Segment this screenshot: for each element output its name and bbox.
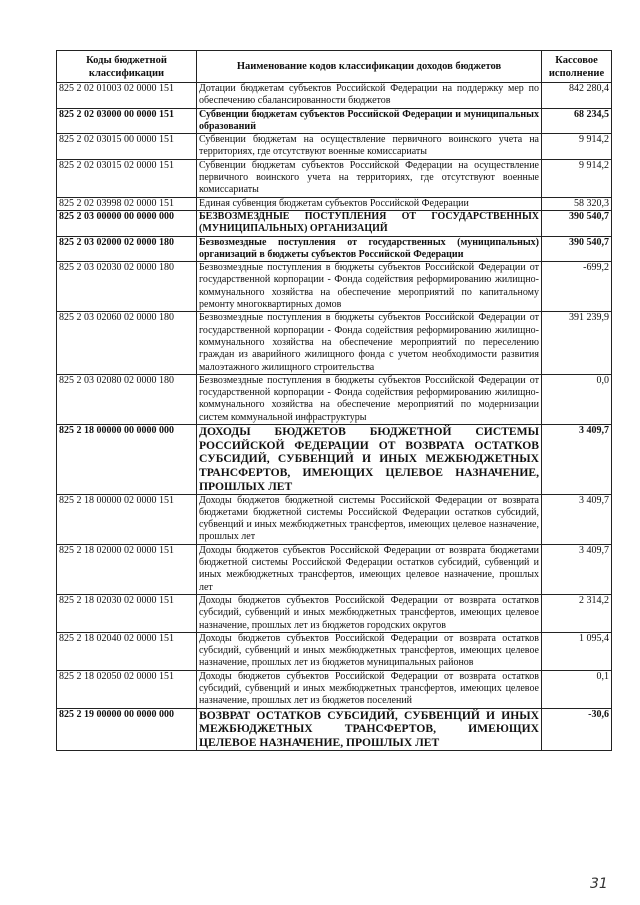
sum-cell: 68 234,5 (542, 108, 612, 134)
code-cell: 825 2 02 01003 02 0000 151 (57, 83, 197, 109)
table-row (57, 210, 612, 236)
name-cell: Субвенции бюджетам на осуществление первичного воинского учета на территориях, где отсутствуют военные комиссариаты (197, 134, 542, 160)
code-cell: 825 2 03 02080 02 0000 180 (57, 374, 197, 424)
code-cell: 825 2 18 02030 02 0000 151 (57, 594, 197, 632)
name-cell: Субвенции бюджетам субъектов Российской Федерации и муниципальных образований (197, 108, 542, 134)
name-cell: БЕЗВОЗМЕЗДНЫЕ ПОСТУПЛЕНИЯ ОТ ГОСУДАРСТВЕННЫХ (МУНИЦИПАЛЬНЫХ) ОРГАНИЗАЦИЙ (197, 210, 542, 236)
table-row (57, 312, 612, 374)
table-row (57, 494, 612, 544)
table-body (57, 83, 612, 751)
sum-cell: 391 239,9 (542, 312, 612, 374)
table-row (57, 632, 612, 670)
page-number: 31 (590, 876, 608, 892)
table-row (57, 134, 612, 160)
code-cell: 825 2 02 03015 02 0000 151 (57, 159, 197, 197)
sum-cell: 390 540,7 (542, 210, 612, 236)
sum-cell: 3 409,7 (542, 544, 612, 594)
name-cell: Дотации бюджетам субъектов Российской Федерации на поддержку мер по обеспечению сбалансированности бюджетов (197, 83, 542, 109)
table-row (57, 159, 612, 197)
name-cell: Доходы бюджетов субъектов Российской Федерации от возврата остатков субсидий, субвенций и иных межбюджетных трансфертов, имеющих целевое назначение, прошлых лет из бюджетов муниципальных районов (197, 632, 542, 670)
name-cell: Безвозмездные поступления в бюджеты субъектов Российской Федерации от государственной корпорации - Фонда содействия реформированию жилищно-коммунального хозяйства на обеспечение мероприятий по переселению граждан из аварийного жилищного фонда с учетом необходимости развития малоэтажного жилищного строительства (197, 312, 542, 374)
table-row (57, 374, 612, 424)
name-cell: Доходы бюджетов субъектов Российской Федерации от возврата остатков субсидий, субвенций и иных межбюджетных трансфертов, имеющих целевое назначение, прошлых лет из бюджетов городских округов (197, 594, 542, 632)
sum-cell: 3 409,7 (542, 425, 612, 495)
code-cell: 825 2 18 02040 02 0000 151 (57, 632, 197, 670)
table-row (57, 262, 612, 312)
name-cell: Субвенции бюджетам субъектов Российской Федерации на осуществление первичного воинского учета на территориях, где отсутствуют военные комиссариаты (197, 159, 542, 197)
table-row (57, 670, 612, 708)
sum-cell: 0,0 (542, 374, 612, 424)
budget-revenue-table (56, 50, 612, 751)
code-cell: 825 2 02 03000 00 0000 151 (57, 108, 197, 134)
sum-cell: 3 409,7 (542, 494, 612, 544)
table-row (57, 236, 612, 262)
header-code: Коды бюджетной классификации (57, 51, 197, 83)
header-sum: Кассовое исполнение (542, 51, 612, 83)
table-row (57, 594, 612, 632)
sum-cell: -699,2 (542, 262, 612, 312)
name-cell: Доходы бюджетов субъектов Российской Федерации от возврата бюджетами бюджетной системы Российской Федерации остатков субсидий, субвенций и иных межбюджетных трансфертов, имеющих целевое назначение, прошлых лет (197, 544, 542, 594)
table-header-row (57, 51, 612, 83)
name-cell: ВОЗВРАТ ОСТАТКОВ СУБСИДИЙ, СУБВЕНЦИЙ И ИНЫХ МЕЖБЮДЖЕТНЫХ ТРАНСФЕРТОВ, ИМЕЮЩИХ ЦЕЛЕВОЕ НАЗНАЧЕНИЕ, ПРОШЛЫХ ЛЕТ (197, 708, 542, 750)
sum-cell: 9 914,2 (542, 159, 612, 197)
code-cell: 825 2 03 00000 00 0000 000 (57, 210, 197, 236)
code-cell: 825 2 18 00000 02 0000 151 (57, 494, 197, 544)
sum-cell: 9 914,2 (542, 134, 612, 160)
code-cell: 825 2 18 02000 02 0000 151 (57, 544, 197, 594)
code-cell: 825 2 02 03998 02 0000 151 (57, 197, 197, 210)
code-cell: 825 2 03 02000 02 0000 180 (57, 236, 197, 262)
sum-cell: 0,1 (542, 670, 612, 708)
sum-cell: 58 320,3 (542, 197, 612, 210)
sum-cell: 1 095,4 (542, 632, 612, 670)
name-cell: ДОХОДЫ БЮДЖЕТОВ БЮДЖЕТНОЙ СИСТЕМЫ РОССИЙСКОЙ ФЕДЕРАЦИИ ОТ ВОЗВРАТА ОСТАТКОВ СУБСИДИЙ, СУБВЕНЦИЙ И ИНЫХ МЕЖБЮДЖЕТНЫХ ТРАНСФЕРТОВ, ИМЕЮЩИХ ЦЕЛЕВОЕ НАЗНАЧЕНИЕ, ПРОШЛЫХ ЛЕТ (197, 425, 542, 495)
code-cell: 825 2 03 02060 02 0000 180 (57, 312, 197, 374)
code-cell: 825 2 03 02030 02 0000 180 (57, 262, 197, 312)
sum-cell: -30,6 (542, 708, 612, 750)
name-cell: Доходы бюджетов бюджетной системы Российской Федерации от возврата бюджетами бюджетной системы Российской Федерации остатков субсидий, субвенций и иных межбюджетных трансфертов, имеющих целевое назначение, прошлых лет (197, 494, 542, 544)
table-row (57, 425, 612, 495)
code-cell: 825 2 02 03015 00 0000 151 (57, 134, 197, 160)
code-cell: 825 2 19 00000 00 0000 000 (57, 708, 197, 750)
header-name: Наименование кодов классификации доходов бюджетов (197, 51, 542, 83)
code-cell: 825 2 18 02050 02 0000 151 (57, 670, 197, 708)
sum-cell: 390 540,7 (542, 236, 612, 262)
name-cell: Единая субвенция бюджетам субъектов Российской Федерации (197, 197, 542, 210)
table-row (57, 544, 612, 594)
sum-cell: 842 280,4 (542, 83, 612, 109)
table-row (57, 197, 612, 210)
name-cell: Доходы бюджетов субъектов Российской Федерации от возврата остатков субсидий, субвенций и иных межбюджетных трансфертов, имеющих целевое назначение, прошлых лет из бюджетов поселений (197, 670, 542, 708)
table-row (57, 108, 612, 134)
code-cell: 825 2 18 00000 00 0000 000 (57, 425, 197, 495)
table-row (57, 83, 612, 109)
table-row (57, 708, 612, 750)
name-cell: Безвозмездные поступления в бюджеты субъектов Российской Федерации от государственной корпорации - Фонда содействия реформированию жилищно-коммунального хозяйства на обеспечение мероприятий по капитальному ремонту многоквартирных домов (197, 262, 542, 312)
sum-cell: 2 314,2 (542, 594, 612, 632)
name-cell: Безвозмездные поступления в бюджеты субъектов Российской Федерации от государственной корпорации - Фонда содействия реформированию жилищно-коммунального хозяйства на обеспечение мероприятий по модернизации систем коммунальной инфраструктуры (197, 374, 542, 424)
name-cell: Безвозмездные поступления от государственных (муниципальных) организаций в бюджеты субъектов Российской Федерации (197, 236, 542, 262)
